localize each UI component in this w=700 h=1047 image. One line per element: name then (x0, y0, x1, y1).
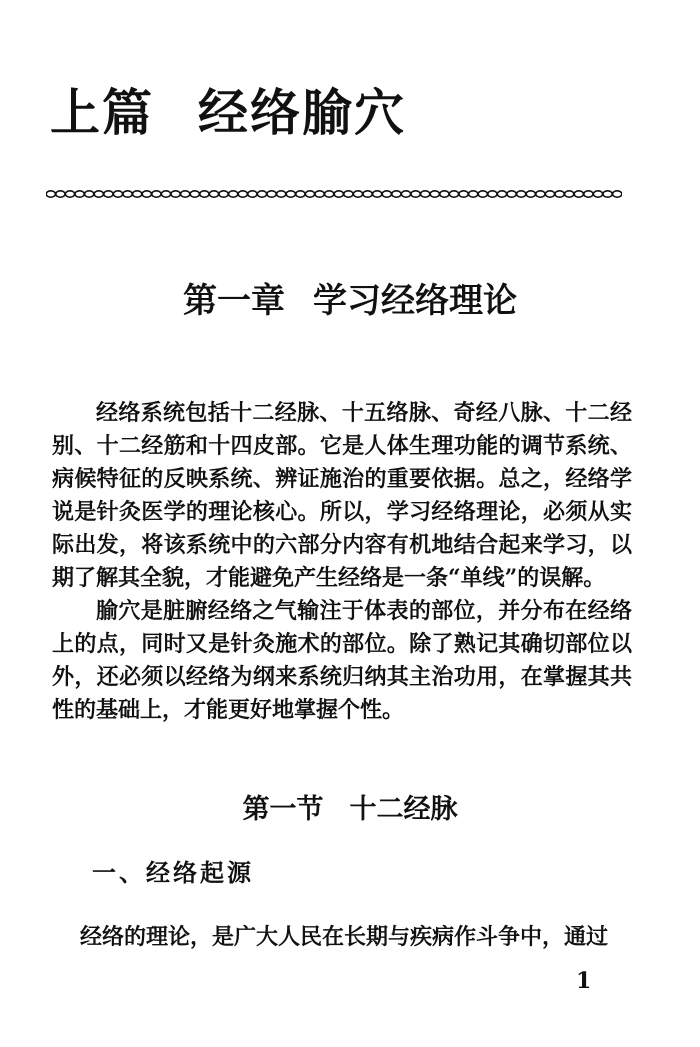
ornament-link (267, 191, 276, 197)
ornament-link (411, 191, 420, 197)
ornament-link (56, 191, 65, 197)
ornament-link (401, 191, 410, 197)
ornament-link (113, 191, 122, 197)
ornament-link (142, 191, 151, 197)
ornament-link (286, 191, 295, 197)
ornament-link (536, 191, 545, 197)
ornament-link (344, 191, 353, 197)
ornament-link (392, 191, 401, 197)
part-label: 上篇 (50, 84, 154, 142)
ornament-link (219, 191, 228, 197)
ornament-link (75, 191, 84, 197)
ornament-link (85, 191, 94, 197)
ornament-link (459, 191, 468, 197)
ornament-link (440, 191, 449, 197)
closing-paragraph: 经络的理论，是广大人民在长期与疾病作斗争中，通过 (80, 924, 609, 950)
intro-paragraph-1: 经络系统包括十二经脉、十五络脉、奇经八脉、十二经别、十二经筋和十四皮部。它是人体生理功能的调节系统、病候特征的反映系统、辨证施治的重要依据。总之，经络学说是针灸医学的理论核心。所以，学习经络理论，必须从实际出发，将该系统中的六部分内容有机地结合起来学习，以期了解其全貌，才能避免产生经络是一条“单线”的误解。 (52, 400, 632, 591)
ornament-link (200, 191, 209, 197)
ornament-link (104, 191, 113, 197)
ornament-link (545, 191, 554, 197)
subsection-title: 一、经络起源 (92, 859, 254, 887)
chapter-label: 第一章 (183, 281, 285, 321)
section-label: 第一节 (242, 794, 324, 825)
ornament-link (555, 191, 564, 197)
ornament-link (449, 191, 458, 197)
ornament-link (229, 191, 238, 197)
ornament-link (161, 191, 170, 197)
ornament-link (497, 191, 506, 197)
part-title (50, 84, 406, 142)
ornament-link (603, 191, 612, 197)
ornament-link (296, 191, 305, 197)
ornament-link (238, 191, 247, 197)
ornament-link (133, 191, 142, 197)
ornament-link (584, 191, 593, 197)
section-name: 十二经脉 (349, 794, 458, 825)
ornament-link (488, 191, 497, 197)
chapter-name: 学习经络理论 (313, 281, 517, 321)
ornament-link (430, 191, 439, 197)
ornament-link (382, 191, 391, 197)
intro-paragraph-2: 腧穴是脏腑经络之气输注于体表的部位，并分布在经络上的点，同时又是针灸施术的部位。除了熟记其确切部位以外，还必须以经络为纲来系统归纳其主治功用，在掌握其共性的基础上，才能更好地掌握个性。 (52, 598, 632, 723)
ornament-link (507, 191, 516, 197)
ornament-link (478, 191, 487, 197)
ornament-link (277, 191, 286, 197)
ornament-link (257, 191, 266, 197)
ornament-link (593, 191, 602, 197)
ornament-link (46, 191, 55, 197)
ornament-link (190, 191, 199, 197)
ornament-link (123, 191, 132, 197)
ornament-link (526, 191, 535, 197)
ornament-link (94, 191, 103, 197)
ornament-link (209, 191, 218, 197)
ornament-link (305, 191, 314, 197)
ornament-link (248, 191, 257, 197)
ornament-link (171, 191, 180, 197)
ornament-link (421, 191, 430, 197)
ornament-link (315, 191, 324, 197)
ornament-link (373, 191, 382, 197)
ornament-link (565, 191, 574, 197)
ornament-link (334, 191, 343, 197)
ornament-link (152, 191, 161, 197)
ornament-link (181, 191, 190, 197)
ornament-link (613, 191, 622, 197)
ornamental-divider (46, 188, 622, 200)
ornament-link (65, 191, 74, 197)
ornament-link (325, 191, 334, 197)
ornament-link (363, 191, 372, 197)
ornament-link (353, 191, 362, 197)
chapter-title (0, 281, 700, 321)
ornament-link (574, 191, 583, 197)
part-name: 经络腧穴 (198, 84, 406, 142)
page-number: 1 (576, 968, 592, 994)
ornament-link (469, 191, 478, 197)
ornament-link (517, 191, 526, 197)
section-title (0, 796, 700, 823)
